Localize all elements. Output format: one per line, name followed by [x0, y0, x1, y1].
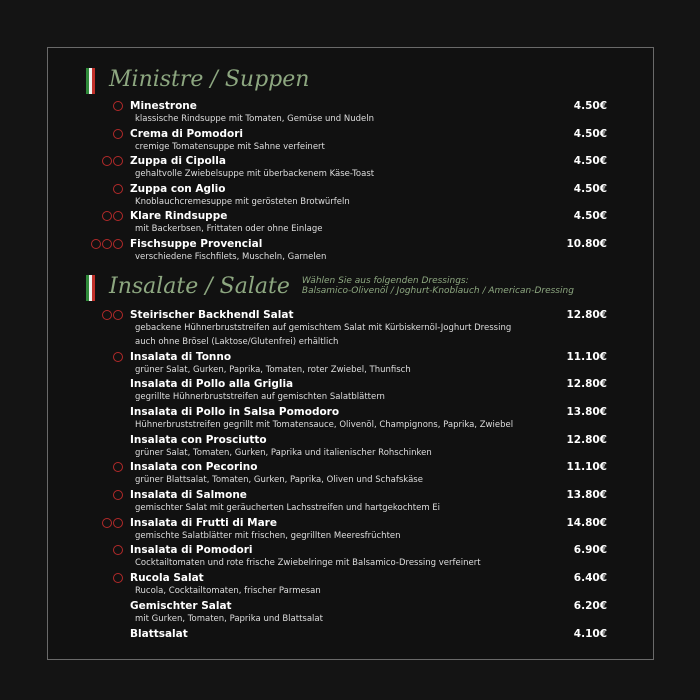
menu-item [48, 309, 655, 347]
chili-icon [113, 490, 123, 500]
menu-item [48, 378, 655, 406]
menu-item [48, 434, 655, 462]
item-description: gemischter Salat mit geräucherten Lachsstreifen und hartgekochtem Ei [135, 503, 441, 513]
dressing-note-line-1: Wählen Sie aus folgenden Dressings: [301, 276, 469, 286]
menu-item [48, 517, 655, 545]
spice-rating [113, 129, 123, 139]
menu-panel [47, 47, 654, 660]
menu-item [48, 544, 655, 572]
item-name: Fischsuppe Provencial [130, 238, 263, 250]
menu-item [48, 489, 655, 517]
item-name: Gemischter Salat [130, 599, 232, 612]
menu-item [48, 406, 655, 434]
item-description: Hühnerbruststreifen gegrillt mit Tomatensauce, Olivenöl, Champignons, Paprika, Zwiebel [135, 419, 514, 430]
item-name: Insalata di Salmone [130, 489, 247, 501]
item-description: cremige Tomatensuppe mit Sahne verfeinert [135, 141, 325, 152]
menu-item [48, 600, 655, 628]
item-price: 14.80€ [566, 516, 607, 529]
chili-icon [113, 310, 123, 320]
spice-rating [113, 490, 123, 500]
menu-item [48, 155, 655, 183]
spice-rating [113, 184, 123, 194]
chili-icon [113, 156, 123, 166]
item-price: 11.10€ [566, 350, 607, 363]
item-description: gegrillte Hühnerbruststreifen auf gemischten Salatblättern [135, 392, 385, 403]
item-price: 4.10€ [573, 627, 607, 640]
item-name: Insalata di Pollo alla Griglia [130, 378, 294, 391]
item-price: 12.80€ [566, 378, 607, 391]
item-name: Crema di Pomodori [130, 127, 244, 140]
spice-rating [91, 239, 123, 249]
menu-item [48, 238, 655, 266]
spice-rating [102, 156, 123, 166]
item-name: Klare Rindsuppe [130, 210, 228, 223]
item-description: Knoblauchcremesuppe mit gerösteten Brotwürfeln [135, 196, 350, 207]
dressing-note-line-2: Balsamico-Olivenöl / Joghurt-Knoblauch / American-Dressing [301, 286, 574, 296]
menu-item [48, 572, 655, 600]
item-price: 4.50€ [573, 100, 607, 112]
menu-item [48, 210, 655, 238]
chili-icon [113, 352, 123, 362]
chili-icon [113, 184, 123, 194]
italian-flag-icon [86, 275, 95, 301]
chili-icon [113, 573, 123, 583]
item-price: 13.80€ [566, 489, 607, 501]
item-price: 10.80€ [566, 238, 607, 250]
item-price: 4.50€ [573, 210, 607, 223]
spice-rating [102, 211, 123, 221]
section-title-soups: Ministre / Suppen [109, 67, 310, 92]
chili-icon [113, 462, 123, 472]
item-description: Cocktailtomaten und rote frische Zwiebelringe mit Balsamico-Dressing verfeinert [135, 558, 481, 569]
item-description: grüner Salat, Tomaten, Gurken, Paprika und italienischer Rohschinken [135, 447, 432, 458]
menu-item [48, 100, 655, 128]
item-price: 12.80€ [566, 309, 607, 321]
chili-icon [102, 156, 112, 166]
item-name: Rucola Salat [130, 572, 204, 585]
item-name: Steirischer Backhendl Salat [130, 309, 294, 321]
item-price: 4.50€ [573, 155, 607, 168]
item-description: verschiedene Fischfilets, Muscheln, Garnelen [135, 252, 327, 262]
item-name: Zuppa con Aglio [130, 182, 226, 195]
menu-item [48, 628, 655, 656]
chili-icon [102, 211, 112, 221]
menu-item [48, 461, 655, 489]
item-name: Insalata di Frutti di Mare [130, 516, 277, 529]
item-description: Rucola, Cocktailtomaten, frischer Parmesan [135, 586, 321, 597]
section-title-salads: Insalate / Salate [109, 274, 290, 299]
spice-rating [113, 352, 123, 362]
item-description: grüner Salat, Gurken, Paprika, Tomaten, roter Zwiebel, Thunfisch [135, 364, 411, 375]
dressing-note [302, 276, 574, 296]
item-name: Insalata di Tonno [130, 350, 232, 363]
item-price: 4.50€ [573, 182, 607, 195]
item-name: Zuppa di Cipolla [130, 155, 226, 168]
chili-icon [113, 545, 123, 555]
spice-rating [102, 518, 123, 528]
item-description: klassische Rindsuppe mit Tomaten, Gemüse und Nudeln [135, 114, 375, 124]
item-price: 4.50€ [573, 127, 607, 140]
item-description: grüner Blattsalat, Tomaten, Gurken, Paprika, Oliven und Schafskäse [135, 475, 423, 486]
spice-rating [113, 545, 123, 555]
item-name: Minestrone [130, 100, 197, 112]
item-description: gemischte Salatblätter mit frischen, gegrillten Meeresfrüchten [135, 530, 401, 541]
chili-icon [102, 518, 112, 528]
chili-icon [102, 239, 112, 249]
item-name: Insalata con Prosciutto [130, 433, 267, 446]
chili-icon [91, 239, 101, 249]
item-description: mit Gurken, Tomaten, Paprika und Blattsalat [135, 613, 323, 624]
menu-item [48, 183, 655, 211]
item-price: 6.90€ [573, 544, 607, 557]
item-description: gebackene Hühnerbruststreifen auf gemischtem Salat mit Kürbiskernöl-Joghurt Dressing [135, 323, 512, 333]
salads-section-header [86, 273, 574, 301]
menu-item [48, 128, 655, 156]
spice-rating [102, 310, 123, 320]
soups-section-header [86, 66, 309, 94]
chili-icon [113, 518, 123, 528]
item-price: 6.40€ [573, 572, 607, 585]
item-description-note: auch ohne Brösel (Laktose/Glutenfrei) erhältlich [135, 337, 339, 347]
spice-rating [113, 573, 123, 583]
item-price: 11.10€ [566, 461, 607, 474]
item-name: Insalata di Pomodori [130, 544, 253, 557]
chili-icon [113, 211, 123, 221]
chili-icon [102, 310, 112, 320]
item-name: Blattsalat [130, 627, 188, 640]
item-price: 13.80€ [566, 405, 607, 418]
item-name: Insalata con Pecorino [130, 461, 258, 474]
spice-rating [113, 101, 123, 111]
italian-flag-icon [86, 68, 95, 94]
chili-icon [113, 101, 123, 111]
item-price: 6.20€ [573, 599, 607, 612]
item-price: 12.80€ [566, 433, 607, 446]
spice-rating [113, 462, 123, 472]
chili-icon [113, 129, 123, 139]
item-description: mit Backerbsen, Frittaten oder ohne Einlage [135, 224, 323, 235]
item-name: Insalata di Pollo in Salsa Pomodoro [130, 405, 340, 418]
menu-item [48, 351, 655, 379]
chili-icon [113, 239, 123, 249]
item-description: gehaltvolle Zwiebelsuppe mit überbackenem Käse-Toast [135, 169, 375, 180]
